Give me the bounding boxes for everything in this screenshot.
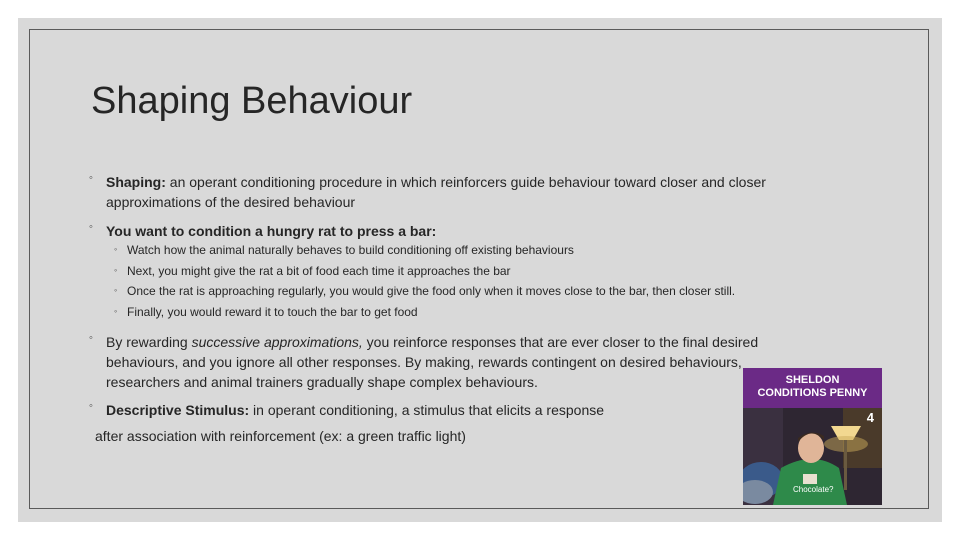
reward-suffix: you reinforce responses that are ever closer to the final desired bbox=[362, 334, 759, 350]
bullet-marker: ◦ bbox=[89, 400, 93, 412]
reward-line3: researchers and animal trainers gradually shape complex behaviours. bbox=[106, 374, 538, 390]
sub-bullet-marker: ◦ bbox=[114, 244, 118, 254]
thumbnail-title-line1: SHELDON bbox=[785, 374, 840, 386]
thumbnail-number: 4 bbox=[866, 410, 874, 425]
reward-line2: behaviours, and you ignore all other responses. By making, rewards contingent on desired behaviours, bbox=[106, 354, 742, 370]
bullet-text bbox=[106, 400, 846, 420]
sub-bullet-text: Watch how the animal naturally behaves to build conditioning off existing behaviours bbox=[127, 243, 574, 257]
bullet-marker: ◦ bbox=[89, 172, 93, 184]
shaping-label: Shaping: bbox=[106, 174, 166, 190]
bullet-text bbox=[106, 172, 846, 212]
descriptive-definition: in operant conditioning, a stimulus that elicits a response bbox=[249, 402, 605, 418]
sub-bullet-marker: ◦ bbox=[114, 265, 118, 275]
sub-bullet-text: Finally, you would reward it to touch the bar to get food bbox=[127, 305, 418, 319]
descriptive-continuation: after association with reinforcement (ex: a green traffic light) bbox=[95, 428, 466, 444]
reward-italic: successive approximations, bbox=[191, 334, 363, 350]
sub-bullet-text: Next, you might give the rat a bit of food each time it approaches the bar bbox=[127, 264, 511, 278]
shaping-definition: an operant conditioning procedure in which reinforcers guide behaviour toward closer and closer bbox=[165, 174, 766, 190]
bullet-marker: ◦ bbox=[89, 221, 93, 233]
shaping-definition-line2: approximations of the desired behaviour bbox=[106, 194, 356, 210]
sheldon-video-thumbnail bbox=[743, 368, 882, 505]
rat-heading: You want to condition a hungry rat to press a bar: bbox=[106, 223, 437, 239]
sub-bullet-marker: ◦ bbox=[114, 306, 118, 316]
descriptive-label: Descriptive Stimulus: bbox=[106, 402, 250, 418]
slide-title: Shaping Behaviour bbox=[91, 80, 413, 122]
thumbnail-title-banner bbox=[743, 368, 882, 408]
reward-prefix: By rewarding bbox=[106, 334, 192, 350]
sub-bullet-text: Once the rat is approaching regularly, you would give the food only when it moves close to the bar, then closer still. bbox=[127, 284, 736, 298]
bullet-marker: ◦ bbox=[89, 332, 93, 344]
bullet-text bbox=[106, 332, 826, 392]
bullet-text bbox=[106, 221, 846, 241]
sub-bullet-marker: ◦ bbox=[114, 285, 118, 295]
thumbnail-caption: Chocolate? bbox=[793, 485, 834, 494]
thumbnail-title-line2: CONDITIONS PENNY bbox=[757, 387, 868, 399]
